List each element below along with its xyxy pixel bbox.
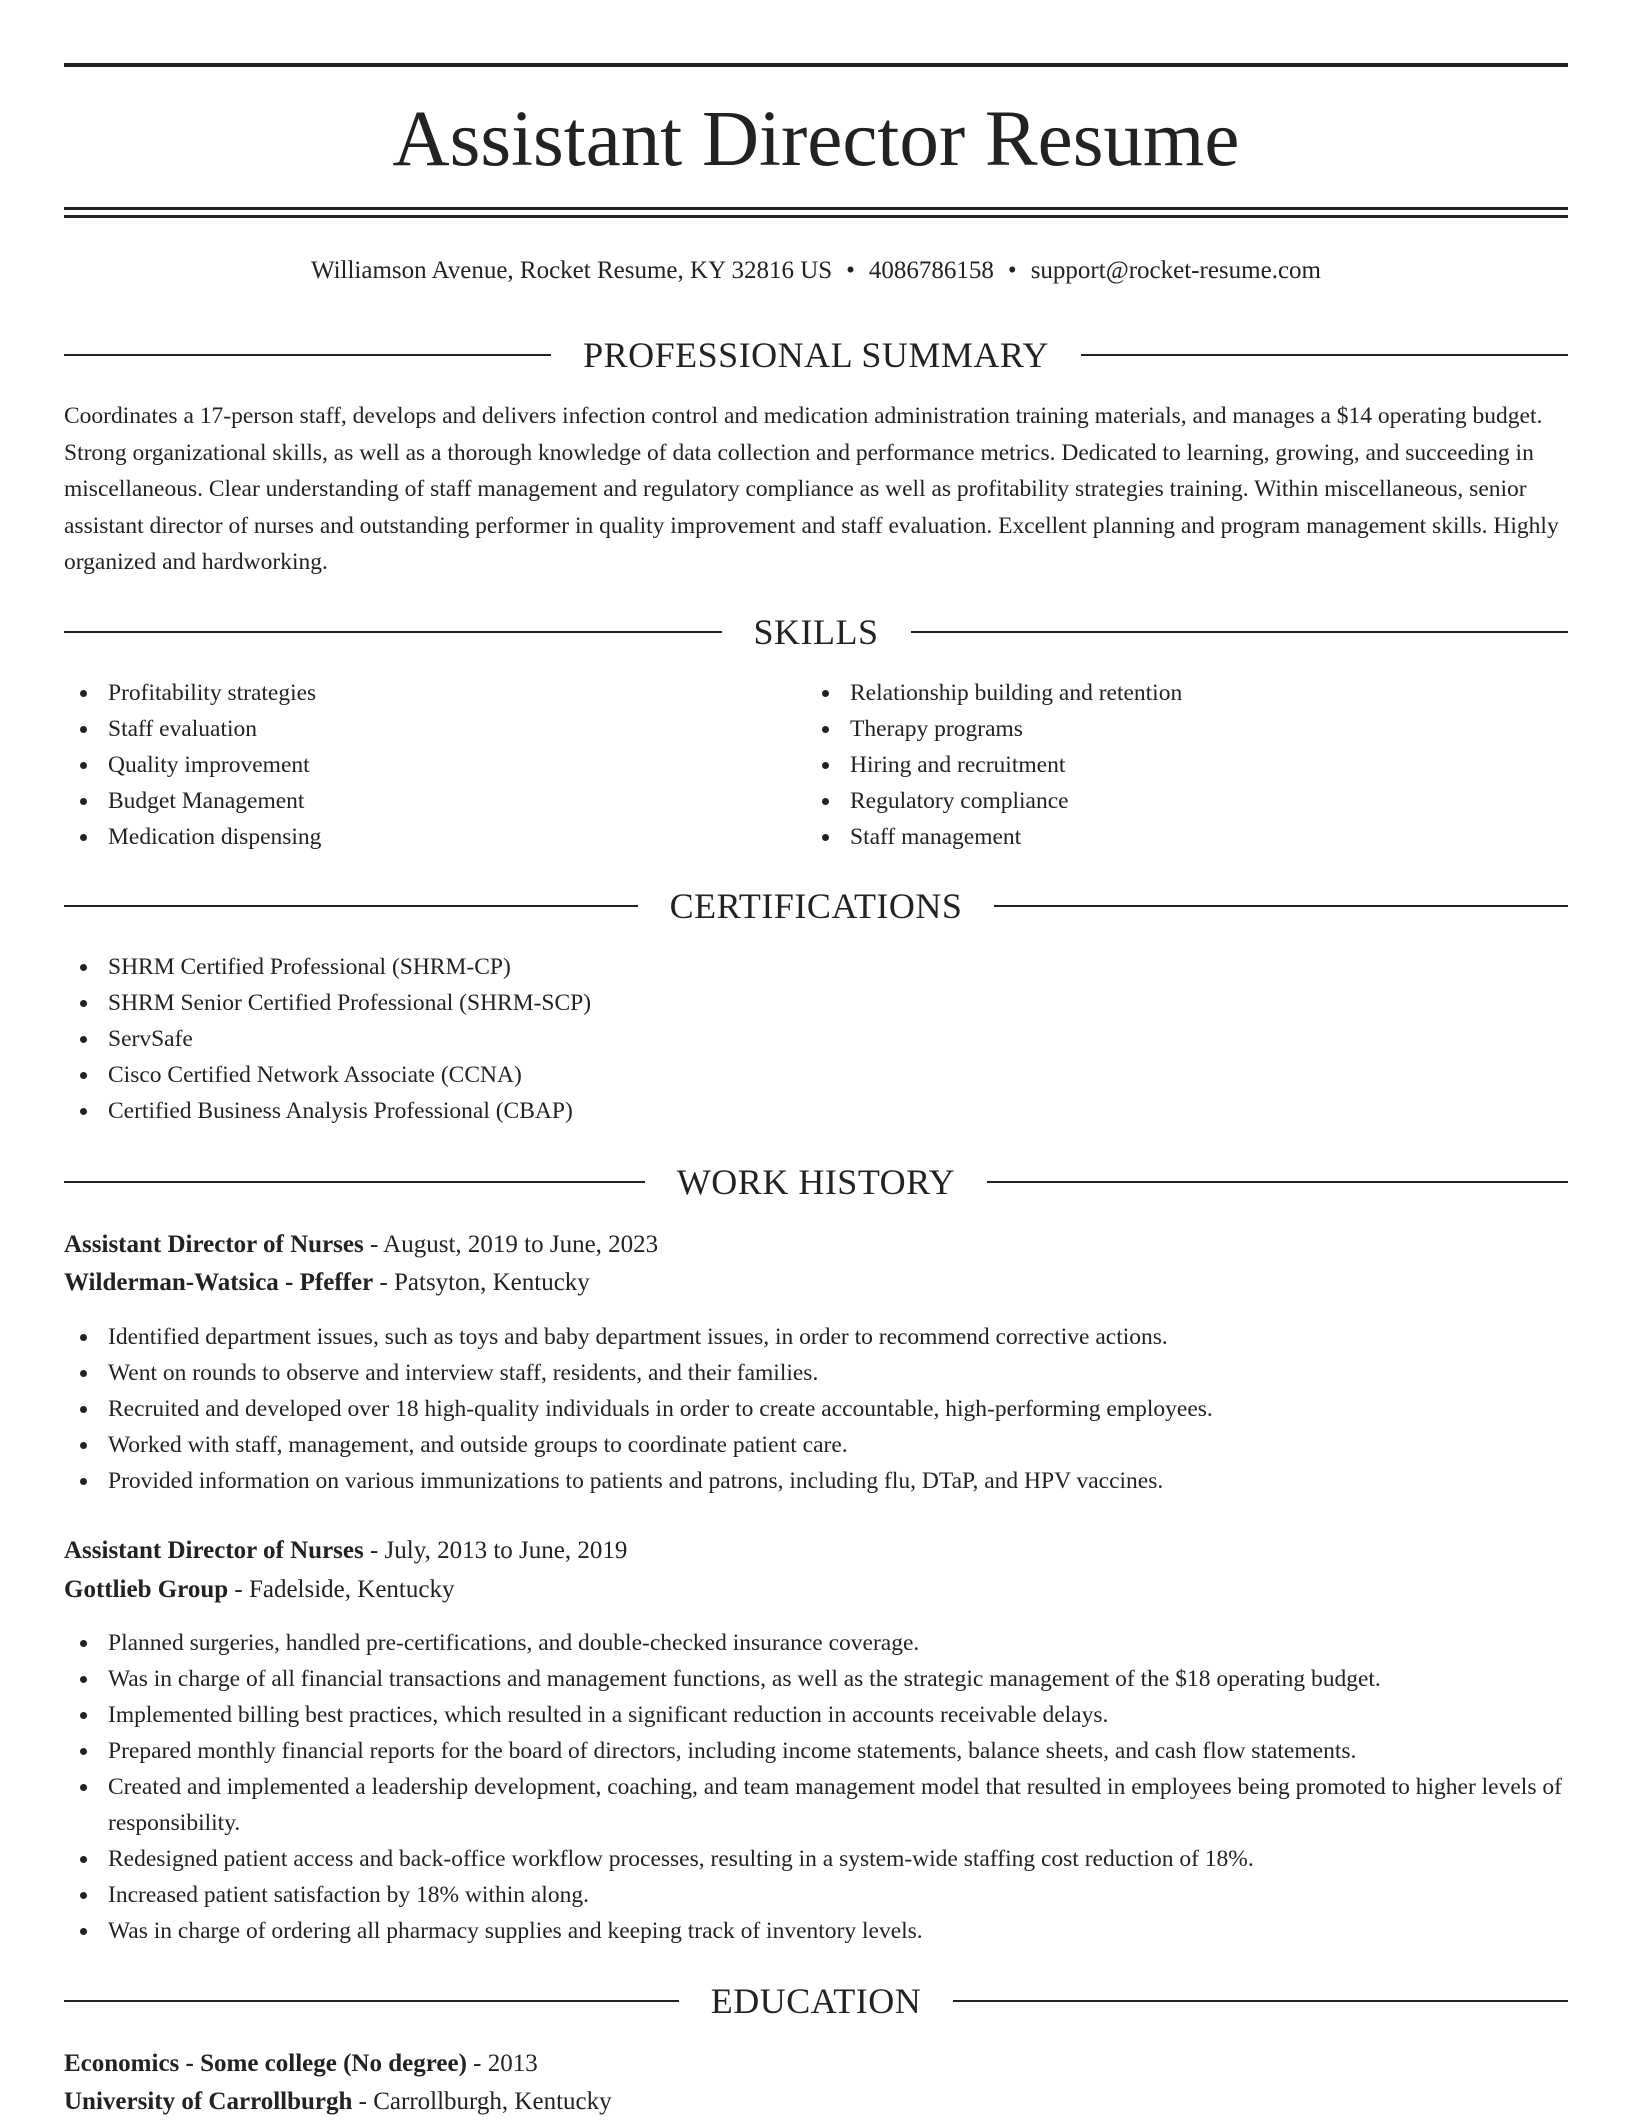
heading-rule bbox=[953, 2000, 1568, 2002]
job-bullet: Recruited and developed over 18 high-quality individuals in order to create accountable, high-performing employees. bbox=[64, 1391, 1568, 1427]
heading-rule bbox=[911, 631, 1569, 633]
resume-title: Assistant Director Resume bbox=[392, 96, 1240, 183]
contact-email: support@rocket-resume.com bbox=[1030, 257, 1321, 284]
contact-line bbox=[64, 253, 1568, 289]
heading-rule bbox=[994, 905, 1568, 907]
certification-item: SHRM Certified Professional (SHRM-CP) bbox=[64, 949, 1568, 985]
skills-list-left bbox=[64, 675, 764, 855]
education-school-line bbox=[64, 2083, 1568, 2121]
work-history-heading bbox=[64, 1159, 1568, 1205]
skill-item: Budget Management bbox=[64, 783, 764, 819]
job-bullet: Worked with staff, management, and outside groups to coordinate patient care. bbox=[64, 1427, 1568, 1463]
education-school: University of Carrollburgh bbox=[64, 2088, 353, 2115]
job-title-line bbox=[64, 1226, 1568, 1264]
job-bullet: Implemented billing best practices, which resulted in a significant reduction in accounts receivable delays. bbox=[64, 1697, 1568, 1733]
job-location: - Fadelside, Kentucky bbox=[228, 1576, 455, 1603]
job-location: - Patsyton, Kentucky bbox=[373, 1269, 590, 1296]
skill-item: Staff management bbox=[806, 819, 1566, 855]
job-company-line bbox=[64, 1571, 1568, 1609]
skill-item: Quality improvement bbox=[64, 747, 764, 783]
contact-separator: • bbox=[1007, 257, 1017, 284]
heading-rule bbox=[64, 1181, 645, 1183]
summary-text: Coordinates a 17-person staff, develops and delivers infection control and medication administration training materials, and manages a $14 operating budget. Strong organizational skills, as well as a thorough knowledge of data collection and performance metrics. Dedicated to learning, growing, and succeeding in miscellaneous. Clear understanding of staff management and regulatory compliance as well as profitability strategies training. Within miscellaneous, senior assistant director of nurses and outstanding performer in quality improvement and staff evaluation. Excellent planning and program management skills. Highly organized and hardworking. bbox=[64, 403, 1559, 575]
education-degree-line bbox=[64, 2045, 1568, 2083]
certification-item: SHRM Senior Certified Professional (SHRM-SCP) bbox=[64, 985, 1568, 1021]
skill-item: Profitability strategies bbox=[64, 675, 764, 711]
job-bullet: Planned surgeries, handled pre-certifications, and double-checked insurance coverage. bbox=[64, 1625, 1568, 1661]
heading-rule bbox=[987, 1181, 1568, 1183]
education-location: - Carrollburgh, Kentucky bbox=[352, 2088, 612, 2115]
heading-rule bbox=[64, 354, 551, 356]
education-year: - 2013 bbox=[466, 2050, 538, 2077]
heading-rule bbox=[1081, 354, 1568, 356]
skill-item: Relationship building and retention bbox=[806, 675, 1566, 711]
heading-rule bbox=[64, 905, 638, 907]
certification-item: Certified Business Analysis Professional (CBAP) bbox=[64, 1093, 1568, 1129]
title-rule-lower bbox=[64, 215, 1568, 218]
job-bullet: Provided information on various immunizations to patients and patrons, including flu, DTaP, and HPV vaccines. bbox=[64, 1463, 1568, 1499]
job-bullet: Was in charge of all financial transactions and management functions, as well as the strategic management of the $18 operating budget. bbox=[64, 1661, 1568, 1697]
job-bullet: Increased patient satisfaction by 18% within along. bbox=[64, 1877, 1568, 1913]
job-bullet: Prepared monthly financial reports for the board of directors, including income statements, balance sheets, and cash flow statements. bbox=[64, 1733, 1568, 1769]
job-bullets bbox=[64, 1319, 1568, 1499]
job-company: Wilderman-Watsica - Pfeffer bbox=[64, 1269, 374, 1296]
job-dates: - August, 2019 to June, 2023 bbox=[363, 1231, 659, 1258]
certifications-heading bbox=[64, 883, 1568, 929]
contact-phone: 4086786158 bbox=[868, 257, 994, 284]
job-bullet: Redesigned patient access and back-office workflow processes, resulting in a system-wide staffing cost reduction of 18%. bbox=[64, 1841, 1568, 1877]
job-dates: - July, 2013 to June, 2019 bbox=[363, 1537, 628, 1564]
certifications-heading-label: CERTIFICATIONS bbox=[669, 886, 963, 926]
summary-heading bbox=[64, 332, 1568, 378]
job-bullet: Created and implemented a leadership development, coaching, and team management model that resulted in employees being promoted to higher levels of responsibility. bbox=[64, 1769, 1568, 1841]
skill-item: Staff evaluation bbox=[64, 711, 764, 747]
certifications-list bbox=[64, 949, 1568, 1129]
contact-separator: • bbox=[846, 257, 855, 284]
job-company: Gottlieb Group bbox=[64, 1576, 229, 1603]
skill-item: Regulatory compliance bbox=[806, 783, 1566, 819]
job-title: Assistant Director of Nurses bbox=[64, 1537, 364, 1564]
skill-item: Hiring and recruitment bbox=[806, 747, 1566, 783]
certification-item: ServSafe bbox=[64, 1021, 1568, 1057]
education-degree: Economics - Some college (No degree) bbox=[64, 2050, 467, 2077]
education-heading-label: EDUCATION bbox=[710, 1981, 922, 2021]
work-history-heading-label: WORK HISTORY bbox=[676, 1162, 956, 1202]
contact-address: Williamson Avenue, Rocket Resume, KY 32816 US bbox=[311, 257, 833, 284]
skill-item: Medication dispensing bbox=[64, 819, 764, 855]
job-bullet: Went on rounds to observe and interview staff, residents, and their families. bbox=[64, 1355, 1568, 1391]
job-title-line bbox=[64, 1532, 1568, 1570]
summary-heading-label: PROFESSIONAL SUMMARY bbox=[583, 335, 1049, 375]
top-rule bbox=[64, 63, 1568, 67]
job-bullet: Was in charge of ordering all pharmacy supplies and keeping track of inventory levels. bbox=[64, 1913, 1568, 1949]
job-bullets bbox=[64, 1625, 1568, 1949]
skill-item: Therapy programs bbox=[806, 711, 1566, 747]
skills-heading bbox=[64, 609, 1568, 655]
heading-rule bbox=[64, 631, 722, 633]
skills-list-right bbox=[806, 675, 1566, 855]
skills-heading-label: SKILLS bbox=[753, 612, 879, 652]
job-bullet: Identified department issues, such as toys and baby department issues, in order to recommend corrective actions. bbox=[64, 1319, 1568, 1355]
education-heading bbox=[64, 1978, 1568, 2024]
certification-item: Cisco Certified Network Associate (CCNA) bbox=[64, 1057, 1568, 1093]
heading-rule bbox=[64, 2000, 679, 2002]
job-title: Assistant Director of Nurses bbox=[64, 1231, 364, 1258]
job-company-line bbox=[64, 1264, 1568, 1302]
title-rule-upper bbox=[64, 207, 1568, 210]
